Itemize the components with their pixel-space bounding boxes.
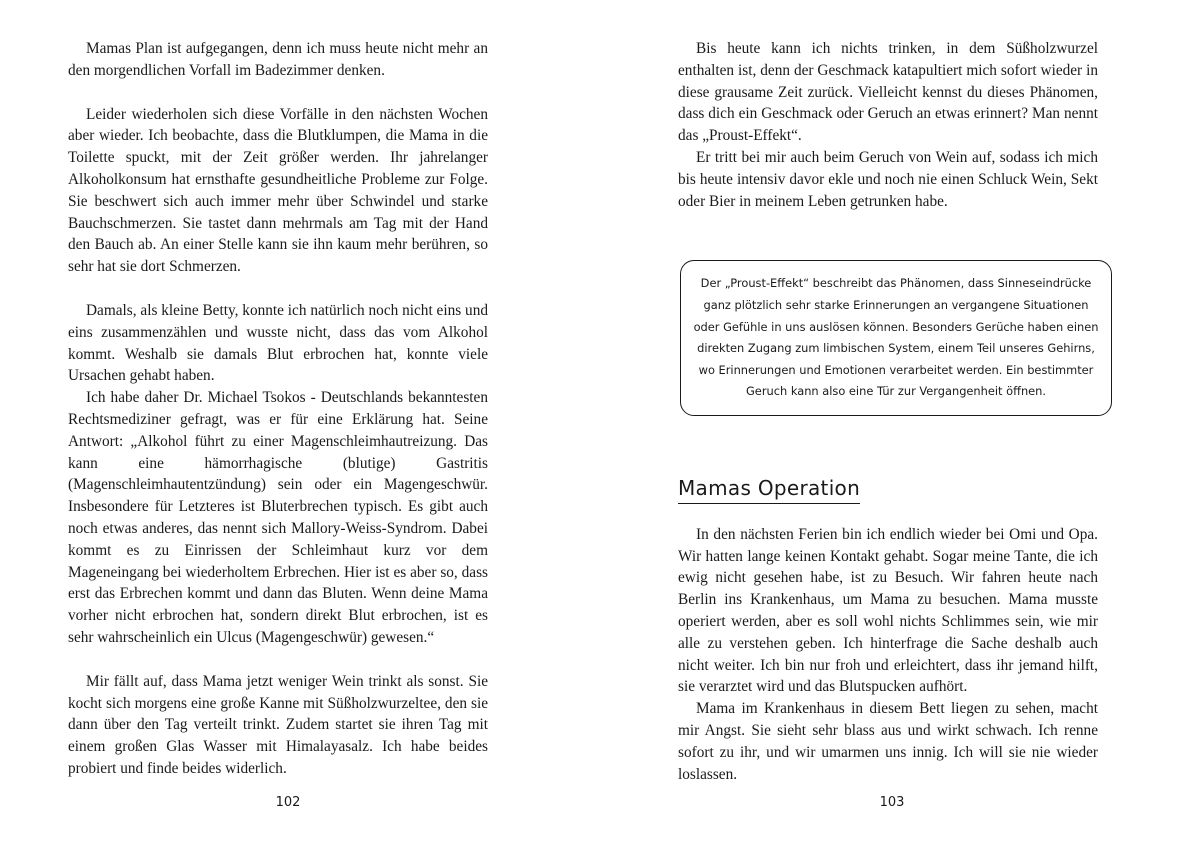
paragraph: Mir fällt auf, dass Mama jetzt weniger Wein trinkt als sonst. Sie kocht sich morgens eine große Kanne mit Süßholzwurzeltee, den sie dann über den Tag verteilt trinkt. Zudem startet sie ihren Tag mit einem großen Glas Wasser mit Himalayasalz. Ich habe beides probiert und finde beides widerlich. [68,672,488,777]
paragraph: Mama im Krankenhaus in diesem Bett liegen zu sehen, macht mir Angst. Sie sieht sehr blass aus und wirkt schwach. Ich renne sofort zu ihr, und wir umarmen uns innig. Ich will sie nie wieder loslassen. [678,700,1098,783]
paragraph: Bis heute kann ich nichts trinken, in dem Süßholzwurzel enthalten ist, denn der Geschmack katapultiert mich sofort wieder in diese grausame Zeit zurück. Vielleicht kennst du dieses Phänomen, dass dich ein Geschmack oder Geruch an etwas erinnert? Man nennt das „Proust-Effekt“. [678,40,1098,145]
section-heading: Mamas Operation [678,478,860,504]
paragraph: Leider wiederholen sich diese Vorfälle in den nächsten Wochen aber wieder. Ich beobachte, dass die Blutklumpen, die Mama in die Toilette spuckt, mit der Zeit größer werden. Ihr jahrelanger Alkoholkonsum hat ernsthafte gesundheitliche Probleme zur Folge. Sie beschwert sich auch immer mehr über Schwindel und starke Bauchschmerzen. Sie tastet dann mehrmals am Tag mit der Hand den Bauch ab. An einer Stelle kann sie ihn kaum mehr berühren, so sehr hat sie dort Schmerzen. [68,105,488,276]
paragraph: In den nächsten Ferien bin ich endlich wieder bei Omi und Opa. Wir hatten lange keinen Kontakt gehabt. Sogar meine Tante, die ich ewig nicht gesehen habe, ist zu Besuch. Wir fahren heute nach Berlin ins Krankenhaus, um Mama zu besuchen. Mama musste operiert werden, aber es soll wohl nichts Schlimmes sein, wie mir alle zu verstehen geben. Ich hinterfrage die Sache deshalb auch nicht weiter. Ich bin nur froh und erleichtert, dass ihr jemand hilft, sie verarztet wird und das Blutspucken aufhört. [678,525,1098,696]
info-box [680,260,1112,416]
paragraph: Damals, als kleine Betty, konnte ich natürlich noch nicht eins und eins zusammenzählen und wusste nicht, dass das vom Alkohol kommt. Weshalb sie damals Blut erbrochen hat, konnte viele Ursachen gehabt haben. [68,301,488,385]
paragraph: Ich habe daher Dr. Michael Tsokos - Deutschlands bekanntesten Rechtsmediziner gefragt, was er für eine Erklärung hat. Seine Antwort: „Alkohol führt zu einer Magenschleimhautreizung. Das kann eine hämorrhagische (blutige) Gastritis (Magenschleimhautentzündung) sein oder ein Magengeschwür. Insbesondere für Letzteres ist Bluterbrechen typisch. Es gibt auch noch etwas anderes, das nennt sich Mallory-Weiss-Syndrom. Dabei kommt es zu Einrissen der Schleimhaut kurz vor dem Mageneingang bei wiederholtem Erbrechen. Hier ist es aber so, dass erst das Erbrechen kommt und dann das Bluten. Wenn deine Mama vorher nicht erbrochen hat, sondern direkt Blut erbrochen, ist es sehr wahrscheinlich ein Ulcus (Magengeschwür) gewesen.“ [68,389,488,646]
left-text-column [68,38,488,780]
right-page [600,0,1200,851]
page-number: 102 [275,795,301,810]
paragraph: Er tritt bei mir auch beim Geruch von Wein auf, sodass ich mich bis heute intensiv davor ekle und noch nie einen Schluck Wein, Sekt oder Bier in meinem Leben getrunken habe. [678,148,1098,210]
page-number: 103 [879,795,905,810]
paragraph: Mamas Plan ist aufgegangen, denn ich muss heute nicht mehr an den morgendlichen Vorfall im Badezimmer denken. [68,40,488,79]
right-text-column [678,38,1098,785]
info-box-text: Der „Proust-Effekt“ beschreibt das Phänomen, dass Sinneseindrücke ganz plötzlich sehr starke Erinnerungen an vergangene Situationen oder Gefühle in uns auslösen können. Besonders Gerüche haben einen direkten Zugang zum limbischen System, einem Teil unseres Gehirns, wo Erinnerungen und Emotionen verarbeitet werden. Ein bestimmter Geruch kann also eine Tür zur Vergangenheit öffnen. [693,276,1099,399]
